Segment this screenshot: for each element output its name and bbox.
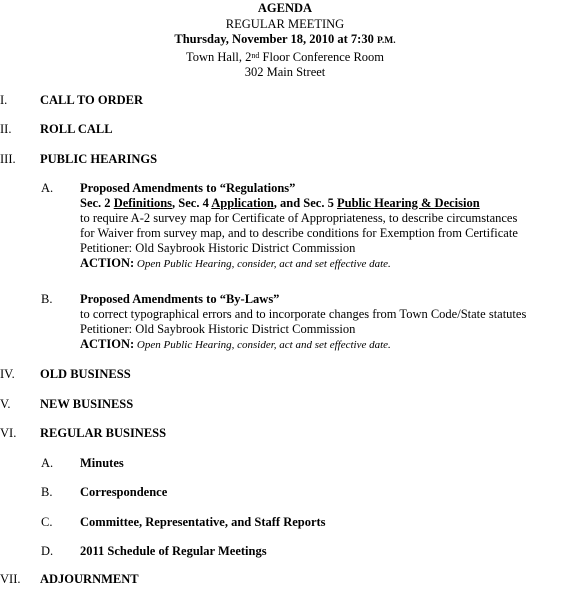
section-title: REGULAR BUSINESS (40, 426, 167, 440)
sec-public-hearing: Public Hearing & Decision (336, 196, 480, 210)
item-title: Committee, Representative, and Staff Reports (80, 515, 326, 529)
section-title: ROLL CALL (40, 122, 113, 136)
meeting-date-ampm: P.M. (376, 36, 396, 46)
action-label: ACTION: (80, 337, 135, 351)
section-title: CALL TO ORDER (40, 93, 144, 107)
item-title: Proposed Amendments to “Regulations” (80, 181, 296, 195)
action-line (80, 256, 580, 272)
section-number: I. (0, 93, 8, 107)
meeting-type: REGULAR MEETING (225, 16, 345, 31)
item-letter: D. (41, 544, 54, 558)
sections-list (80, 196, 580, 211)
item-title: 2011 Schedule of Regular Meetings (80, 544, 267, 558)
section-number: IV. (0, 367, 15, 381)
location-part-b: Floor Conference Room (259, 49, 385, 64)
agenda-header (0, 1, 570, 81)
meeting-address: 302 Main Street (244, 65, 326, 79)
section-number: V. (0, 397, 11, 411)
action-text: Open Public Hearing, consider, act and set effective date. (134, 339, 391, 351)
meeting-date (0, 32, 570, 50)
item-letter: A. (41, 456, 54, 470)
item-letter: A. (41, 181, 54, 195)
section-title: OLD BUSINESS (40, 367, 131, 381)
agenda-title: AGENDA (257, 1, 313, 15)
description-line: for Waiver from survey map, and to describe conditions for Exemption from Certificate (80, 226, 518, 240)
section-number: III. (0, 152, 16, 166)
item-title: Correspondence (80, 485, 168, 499)
description-line: to require A-2 survey map for Certificate of Appropriateness, to describe circumstances (80, 211, 518, 225)
section-number: VII. (0, 572, 21, 586)
sec-prefix: Sec. 2 (80, 196, 114, 210)
description-line: to correct typographical errors and to incorporate changes from Town Code/State statutes (80, 307, 527, 321)
meeting-date-text: Thursday, November 18, 2010 at 7:30 (174, 32, 377, 46)
sec-application: Application (211, 196, 274, 210)
sec-mid-1: , Sec. 4 (172, 196, 212, 210)
item-letter: C. (41, 515, 53, 529)
section-title: ADJOURNMENT (40, 572, 139, 586)
location-part-a: Town Hall, 2 (185, 49, 252, 64)
item-letter: B. (41, 485, 53, 499)
hearing-a-details (80, 196, 580, 272)
hearing-b-details (80, 307, 580, 353)
section-number: II. (0, 122, 12, 136)
item-letter: B. (41, 292, 53, 306)
action-label: ACTION: (80, 256, 135, 270)
location-superscript: nd (251, 50, 260, 60)
section-title: NEW BUSINESS (40, 397, 134, 411)
item-title: Minutes (80, 456, 124, 470)
sec-definitions: Definitions (113, 196, 173, 210)
petitioner: Petitioner: Old Saybrook Historic District Commission (80, 322, 356, 336)
section-number: VI. (0, 426, 17, 440)
sec-mid-2: , and Sec. 5 (273, 196, 337, 210)
meeting-location (0, 50, 570, 66)
section-title: PUBLIC HEARINGS (40, 152, 158, 166)
action-line (80, 337, 580, 353)
item-title: Proposed Amendments to “By-Laws” (80, 292, 280, 306)
action-text: Open Public Hearing, consider, act and set effective date. (134, 258, 391, 270)
petitioner: Petitioner: Old Saybrook Historic District Commission (80, 241, 356, 255)
